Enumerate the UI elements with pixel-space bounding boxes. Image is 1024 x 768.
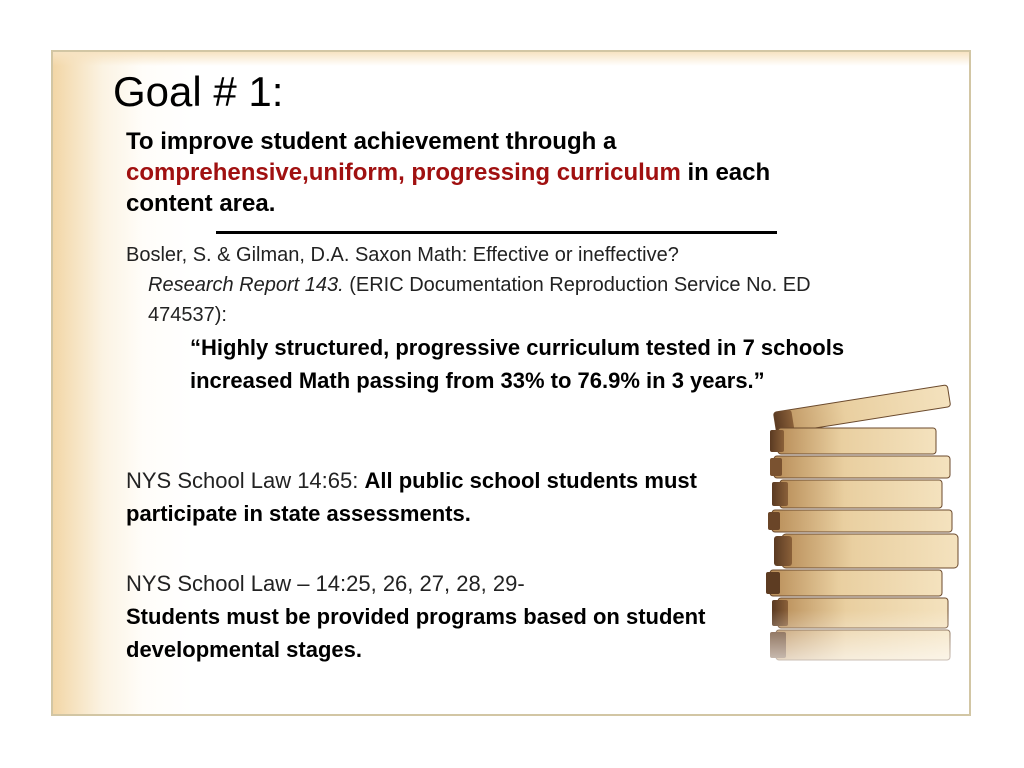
citation-report: Research Report 143. (148, 274, 344, 296)
goal-statement (126, 126, 826, 219)
slide-title: Goal # 1: (113, 68, 284, 115)
goal-text-start: To improve student achievement through a (126, 128, 617, 155)
citation-continuation (126, 270, 816, 330)
citation-authors: Bosler, S. & Gilman, D.A. Saxon Math: Effective or ineffective? (126, 244, 679, 266)
school-law-14-65 (126, 464, 746, 530)
frame-top-band (53, 52, 969, 66)
school-law-14-25 (126, 567, 746, 666)
goal-text-end: in each content area. (126, 159, 771, 217)
law-label: NYS School Law – 14:25, 26, 27, 28, 29- (126, 571, 525, 596)
goal-highlight: comprehensive,uniform, progressing curriculum (126, 159, 681, 186)
book-stack-icon (752, 380, 964, 680)
research-quote: “Highly structured, progressive curriculum tested in 7 schools increased Math passing from 33% to 76.9% in 3 years.” (190, 335, 845, 393)
divider-line (216, 231, 777, 234)
citation-source: (ERIC Documentation Reproduction Service No. ED 474537): (148, 274, 811, 326)
law-text: Students must be provided programs based on student developmental stages. (126, 604, 706, 662)
citation (126, 240, 816, 330)
law-label: NYS School Law 14:65: (126, 468, 365, 493)
law-text: All public school students must participate in state assessments. (126, 468, 697, 526)
